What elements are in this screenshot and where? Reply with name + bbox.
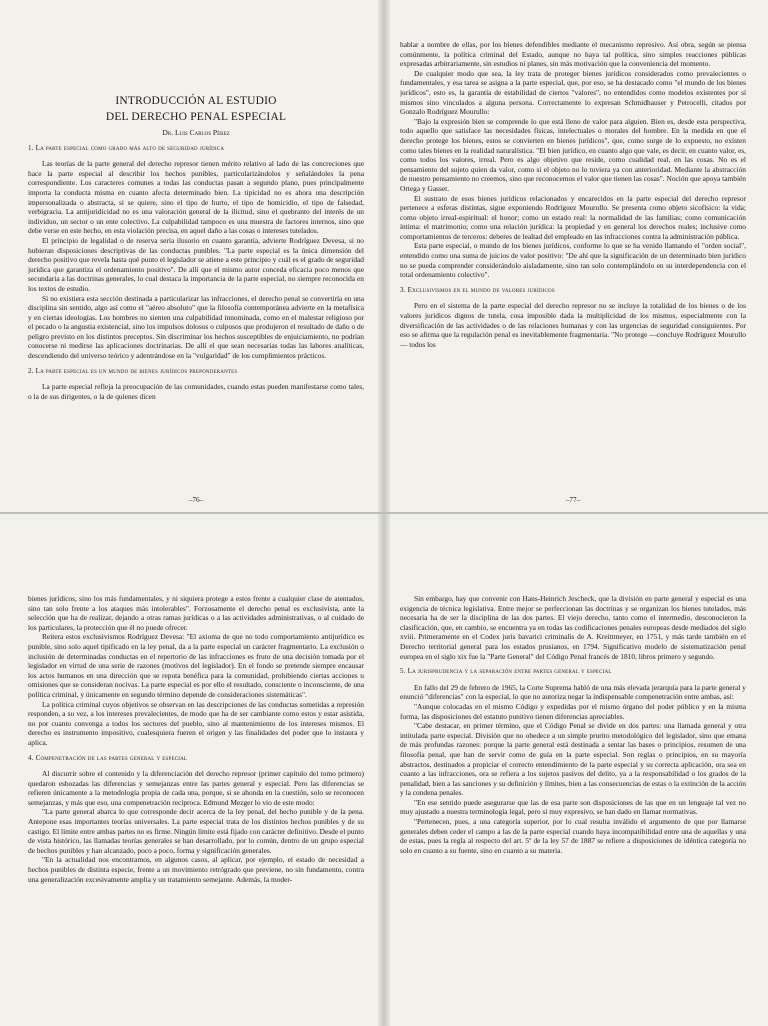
quote-paragraph: "Pertenecen, pues, a una categoría superior, por lo cual resulta inválido el argumento de que por llamarse generales deben ceder el campo a las de la parte especial cuando haya incompatibilidad entre una de aquellas y una de estas, pues la regla al respecto del art. 5º de la ley 57 de 1887 se refiere a disposiciones de idéntica categoría no solo en cuanto a su fuente, sino en cuanto a su materia. <box>400 817 746 855</box>
paragraph: El sustrato de esos bienes jurídicos relacionados y encarecidos en la parte especial del derecho represor pertenece a esferas distintas, sigue exponiendo Rodríguez Mourullo. Se presenta como objeto sicofísico: la vida; como objeto irreal-espiritual: el honor; como un estado real: la normalidad de las familias; como comunicación íntima: el matrimonio; como una relación jurídica: la propiedad y en general los derechos reales; inclusive como comportamientos de terceros: deberes de lealtad del empleado en las infracciones contra la administración pública. <box>400 193 746 241</box>
section-heading-2: 2. La parte especial es un mundo de bienes jurídicos preponderantes <box>28 366 238 375</box>
section-heading-4: 4. Compenetración de las partes general y especial <box>28 753 188 762</box>
page-number: –77– <box>565 496 581 505</box>
quote-paragraph: "En ese sentido puede asegurarse que las de esa parte son disposiciones de las que en un lenguaje tal vez no muy ajustado a nuestra terminología legal, pero sí muy expresivo, se han dado en llamar normativas. <box>400 797 746 817</box>
author-name: Dr. Luis Carlos Pérez <box>162 128 230 137</box>
top-spread <box>0 0 768 512</box>
section-heading-5: 5. La jurisprudencia y la separación entre partes general y especial <box>400 667 612 676</box>
chapter-title-line1: INTRODUCCIÓN AL ESTUDIO <box>115 95 277 107</box>
quote-paragraph: "Cabe destacar, en primer término, que el Código Penal se divide en dos partes: una llamada general y otra intitulada parte especial. División que no obedece a un simple prurito metodológico del legislador, sino que emana de más profundas razones: porque la parte general está destinada a sentar las bases o principios, resumen de una filosofía penal, que han de servir como de guía en la parte especial. Son reglas o principios, en su mayoría abstractos, destinados a propiciar el correcto entendimiento de la parte especial y su correcta aplicación, ora sea en cuanto a las infracciones, ora se refiera a los sujetos pasivos del delito, ya a la responsabilidad o los grados de la penalidad, bien a las sanciones y su definición y límites, bien a las consecuencias de estas o la extinción de la acción y la condena penales. <box>400 721 746 798</box>
quote-paragraph: "La parte general abarca lo que corresponde decir acerca de la ley penal, del hecho punible y de la pena. Antepone esas importantes teorías universales. La parte especial trata de los distintos hechos punibles y de su castigo. El límite entre ambas partes no es firme. Ningún límite está fijado con carácter definitivo. Desde el punto de vista histórico, las llamadas teorías generales se han desarrollado, por lo común, dentro de un grupo especial de hechos punibles y han alcanzado, poco a poco, forma y significación generales. <box>28 807 364 855</box>
quote-paragraph: "Aunque colocadas en el mismo Código y expedidas por el mismo órgano del poder público y en la misma forma, las disposiciones del estatuto punitivo tienen diferencias apreciables. <box>400 701 746 721</box>
page-76 <box>28 0 364 512</box>
book-gutter <box>378 0 390 512</box>
section-heading-1: 1. La parte especial como grado más alto de seguridad jurídica <box>28 143 225 152</box>
paragraph: Al discurrir sobre el contenido y la diferenciación del derecho represor (primer capítulo del tomo primero) quedaron esbozadas las diferencias y semejanzas entre las partes general y especial. Pero las diferencias se refieren únicamente a la metodología propia de cada una, porque, si se ahonda en la cuestión, solo se reconocen semejanzas, y más que eso, una compenetración recíproca. Edmund Mezger lo vio de este modo: <box>28 769 364 807</box>
paragraph: Sin embargo, hay que convenir con Hans-Heinrich Jescheck, que la división en parte general y especial es una exigencia de técnica legislativa. Entre mejor se perfeccionan las doctrinas y se organizan los bienes tutelados, más necesaria ha de ser la disciplina de las dos partes. El viejo derecho, tanto como el intermedio, desconocieron la clasificación, que, en cambio, se encuentra ya en todas las codificaciones penales europeas desde mediados del siglo xviii. Primeramente en el Codex juris bavarici criminalis de A. Kreittmeyer, en 1751, y más tarde también en el Derecho territorial general para los estados prusianos, en 1794. Significativo modelo de sistematización penal europea en el siglo xix fue la "Parte General" del Código Penal francés de 1810, libros primero y segundo. <box>400 594 746 661</box>
paragraph: En fallo del 29 de febrero de 1965, la Corte Suprema habló de una más elevada jerarquía para la parte general y enunció "diferencias" con la especial, lo que no autoriza negar la indispensable compenetración entre ambas, así: <box>400 682 746 702</box>
paragraph: Si no existiera esta sección destinada a particularizar las infracciones, el derecho penal se convertiría en una disciplina sin sentido, algo así como el "aéreo absoluto" que la filosofía contemporánea advierte en la metafísica y en ciertas ideologías. Los hombres no sienten una culpabilidad innominada, como en el malestar religioso por el pecado o la angustia existencial, sino los impulsos dolosos o culposos que produjeron el resultado de daño o de peligro previsto en los distintos preceptos. Sin discriminar los hechos susceptibles de enjuiciamiento, no podrían conocerse ni medirse las aplicaciones doctrinarias. De allí el que sean necesarias todas las labores analíticas, descendiendo del universo teórico y adentrándose en la "vulgaridad" de los cumplimientos prácticos. <box>28 293 364 361</box>
page-number: –76– <box>188 496 204 505</box>
paragraph: hablar a nombre de ellas, por los bienes defendibles mediante el mecanismo represivo. Así obra, según se piensa comúnmente, la política criminal del Estado, aunque no haya tal política, sino simples reacciones públicas expresadas arbitrariamente, sin estudios ni planes, sin más motivación que la conveniencia del momento. <box>400 40 746 69</box>
quote-paragraph: "Bajo la expresión bien se comprende lo que está lleno de valor para alguien. Bien es, desde esta perspectiva, todo aquello que satisface las necesidades físicas, intelectuales o morales del hombre. En la medida en que el derecho protege los bienes, estos se convierten en bienes jurídicos", que, como surge de lo expuesto, no existen como tales bienes en la realidad naturalística. "El bien jurídico, en cuanto algo que vale, es decir, en cuanto valor, es, como todos los valores, irreal. Pero es algo objetivo que reside, como cualidad real, en las cosas. No es el pensamiento del sujeto quien da valor, como si el objeto no lo tuviera ya con anterioridad. Mediante la abstracción de nuestro pensamiento no creemos, sino que reconocemos el valor que tienen las cosas". Noción que apoya también Ortega y Gasset. <box>400 116 746 193</box>
paragraph: El principio de legalidad o de reserva sería ilusorio en cuanto garantía, advierte Rodríguez Devesa, si no hubieran disposiciones descriptivas de las conductas punibles. "La parte especial es la única dimensión del derecho positivo que revela hasta qué punto el legislador se atiene a este principio y cuál es el grado de seguridad jurídica que garantiza el ordenamiento positivo". De allí que el mismo autor conceda eficacia poco menos que secundaria a las doctrinas generales, lo cual destaca la importancia de la parte especial, no siempre reconocida en los textos de estudio. <box>28 235 364 293</box>
page-78 <box>28 514 364 1026</box>
paragraph: Pero en el sistema de la parte especial del derecho represor no se incluye la totalidad de los bienes o de los valores jurídicos dignos de tutela, cosa imposible dada la multiplicidad de los mismos, especialmente con la diversificación de las actividades o de las relaciones humanas y con las urgencias de seguridad consiguientes. Por eso se afirma que la regulación penal es inevitablemente fragmentaria. "No protege —concluye Rodríguez Mourullo— todos los <box>400 301 746 349</box>
paragraph: Esta parte especial, o mundo de los bienes jurídicos, conforme lo que se ha venido llamando el "orden social", entendido como una suma de juicios de valor positivo: "De ahí que la significación de un determinado bien jurídico no se pueda comprender considerándolo aisladamente, sino tan solo contemplándolo en su interdependencia con el total ordenamiento colectivo". <box>400 241 746 280</box>
page-79 <box>400 514 746 1026</box>
paragraph: bienes jurídicos, sino los más fundamentales, y ni siquiera protege a estos frente a cualquier clase de atentados, sino tan solo frente a los ataques más intolerables". Forzosamente el derecho penal es exclusivista, ante la selección que ha de realizar, dejando a otras ramas jurídicas o a las actividades administrativas, o al cuidado de los particulares, la protección que él no puede ofrecer. <box>28 594 364 632</box>
chapter-title-line2: DEL DERECHO PENAL ESPECIAL <box>105 111 287 123</box>
paragraph: Reitera estos exclusivismos Rodríguez Devesa: "El axioma de que no todo comportamiento antijurídico es punible, sino solo aquel tipificado en la ley penal, da a la parte especial un carácter fragmentario. La exclusión o inclusión de determinadas conductas en el repertorio de las infracciones es fruto de una decisión tomada por el legislador en virtud de una serie de razones (motivos del legislador). En el fondo se pretende siempre encausar los actos humanos en una dirección que se reputa benéfica para la comunidad, prohibiendo ciertas acciones u omisiones que se consideran nocivas. La parte especial es por ello el resultado, consciente o inconsciente, de una política criminal, y únicamente en segundo término depende de consideraciones sistemáticas". <box>28 632 364 699</box>
quote-paragraph: "En la actualidad nos encontramos, en algunos casos, al aplicar, por ejemplo, el estado de necesidad a hechos punibles de distinta especie, frente a un movimiento retrógrado que previene, no sin fundamento, contra una generalización excesivamente amplia y un tratamiento semejante. Además, la moder- <box>28 855 364 884</box>
page-77 <box>400 0 746 512</box>
section-heading-3: 3. Exclusivismos en el mundo de valores jurídicos <box>400 285 555 294</box>
book-gutter <box>378 514 390 1026</box>
paragraph: La política criminal cuyos objetivos se observan en las descripciones de las conductas sometidas a represión responden, a su vez, a los intereses prevalecientes, de modo que ha de ser cambiante como estos y estar asistida, no por cuanto convenga a todos los sectores del pueblo, sino al mantenimiento de los intereses mismos. El derecho es instrumento impositivo, cualesquiera fueren el origen y las finalidades del poder que lo instaura y aplica. <box>28 699 364 747</box>
paragraph: Las teorías de la parte general del derecho represor tienen mérito relativo al lado de las concreciones que hace la parte especial al describir los hechos punibles, particularizándolos y señalándoles la pena correspondiente. Los caracteres comunes a todas las conductas pasan a segundo plano, pues principalmente importa la conducta misma en cuanto afecta determinado bien. La tipicidad no es ahora una descripción impersonalizada o abstracta, si se quiere, sino el tipo de hurto, el tipo de homicidio, el tipo de falsedad, verbigracia. La antijuridicidad no es una valoración general de la ilicitud, sino el quebranto del interés de un individuo, un sector o un ente colectivo. La culpabilidad tampoco es una muestra de factores internos, sino que debe verse en este hecho, en esta violación precisa, en aquel daño a las cosas o intereses tutelados. <box>28 159 364 236</box>
paragraph: De cualquier modo que sea, la ley trata de proteger bienes jurídicos considerados como prevalecientes o fundamentales, y esa tarea se asigna a la parte especial, que, por eso, se ha destacado como "el mundo de los bienes jurídicos", esto es, la garantía de estabilidad de ciertos "valores", no entendidos como modelos existentes por sí mismos sino vinculados a alguna persona. Correctamente lo expresan Schmidhauser y Petrocelli, citados por Gonzalo Rodríguez Mourullo: <box>400 68 746 117</box>
paragraph: La parte especial refleja la preocupación de las comunidades, cuando estas pueden manifestarse como tales, o la de sus dirigentes, o la de quienes dicen <box>28 382 364 401</box>
bottom-spread <box>0 512 768 1026</box>
